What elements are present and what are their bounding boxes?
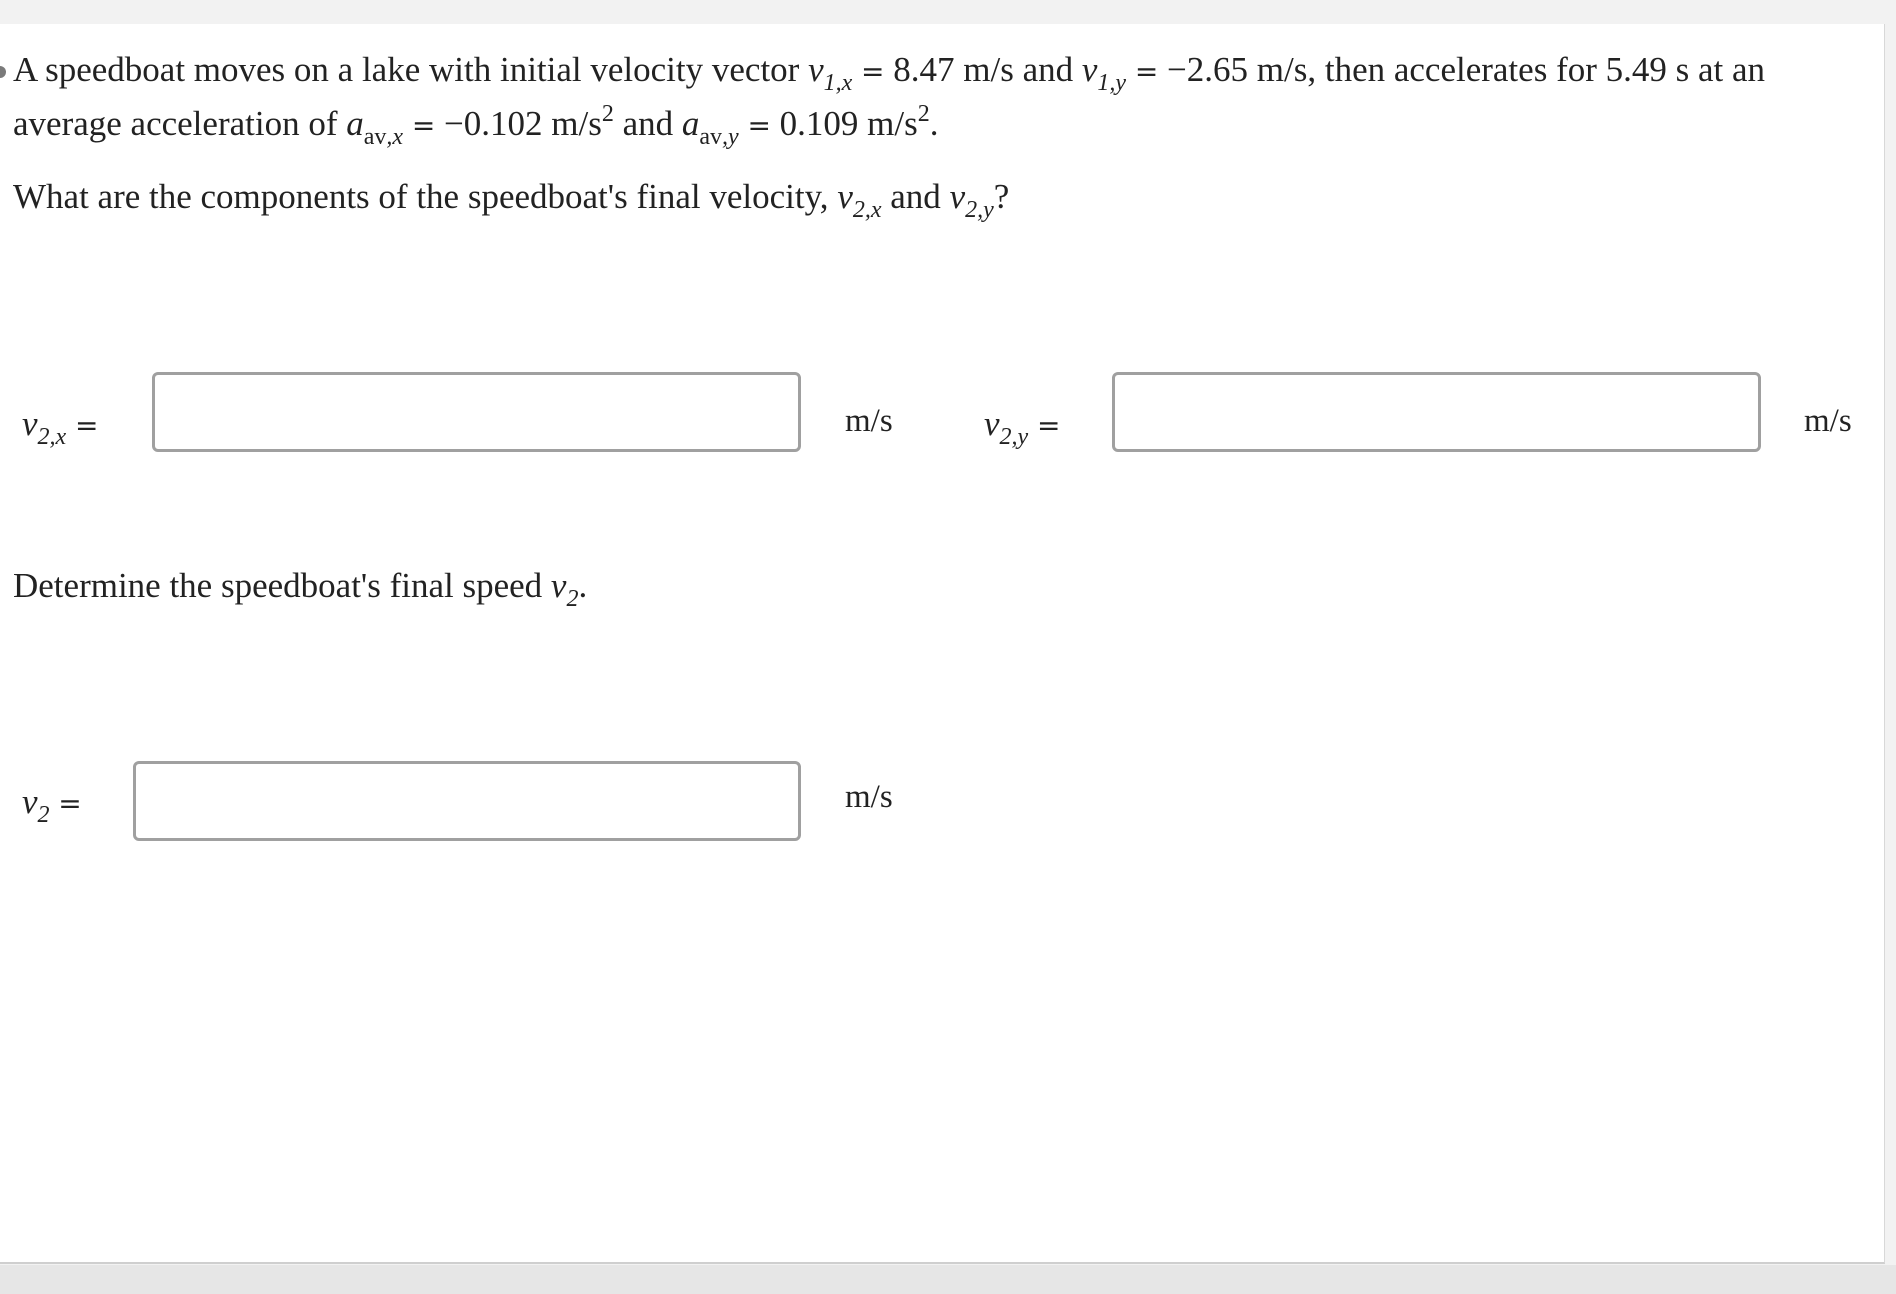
subscript-2: 2 — [566, 586, 579, 612]
velocity-symbol: v — [837, 177, 853, 216]
v2x-unit: m/s — [845, 403, 893, 439]
question-text: What are the components of the speedboat's final velocity, — [13, 177, 838, 216]
acceleration-symbol: a — [346, 104, 364, 143]
subscript-av: av — [699, 124, 723, 150]
velocity-symbol: v — [984, 404, 1000, 443]
question-1 — [13, 170, 1009, 228]
bottom-bar — [0, 1265, 1896, 1294]
subscript-x: ,x — [386, 124, 404, 150]
question-mark: ? — [993, 177, 1010, 216]
subscript-y: ,y — [722, 124, 739, 150]
problem-statement-line-2 — [13, 97, 939, 155]
v2y-label — [984, 404, 1061, 450]
superscript-2: 2 — [917, 101, 930, 127]
ax-value: −0.102 m/s — [435, 104, 602, 143]
v1x-value: 8.47 m/s and — [884, 50, 1082, 89]
velocity-symbol: v — [949, 177, 966, 216]
subscript-2y: 2,y — [999, 424, 1029, 450]
subscript-1y: 1,y — [1097, 70, 1127, 96]
v2-label — [22, 782, 82, 828]
problem-text: A speedboat moves on a lake with initial velocity vector — [13, 50, 809, 89]
question-2 — [13, 559, 587, 617]
equals-sign: = — [861, 55, 885, 88]
v2x-answer-input[interactable] — [152, 372, 801, 452]
velocity-symbol: v — [22, 782, 38, 821]
subscript-av: av — [363, 124, 387, 150]
problem-text: average acceleration of — [13, 104, 347, 143]
subscript-2x: 2,x — [37, 424, 67, 450]
problem-statement-line-1 — [13, 43, 1765, 101]
period: . — [578, 566, 588, 605]
equals-sign: = — [1134, 55, 1159, 88]
velocity-symbol: v — [550, 566, 567, 605]
velocity-symbol: v — [22, 404, 38, 443]
v2y-unit: m/s — [1804, 403, 1852, 439]
ay-value: 0.109 m/s — [770, 104, 918, 143]
acceleration-symbol: a — [681, 104, 700, 143]
superscript-2: 2 — [601, 101, 614, 127]
v2x-label — [22, 404, 99, 450]
velocity-symbol: v — [1081, 50, 1098, 89]
equals-sign: = — [74, 409, 99, 442]
subscript-2: 2 — [37, 802, 50, 828]
equals-sign: = — [411, 109, 436, 142]
subscript-2y: 2,y — [965, 197, 994, 223]
v2y-answer-input[interactable] — [1112, 372, 1761, 452]
period: . — [929, 104, 939, 143]
v2-answer-input[interactable] — [133, 761, 801, 841]
and-text: and — [613, 104, 682, 143]
v2-unit: m/s — [845, 779, 893, 815]
equals-sign: = — [58, 787, 82, 820]
equals-sign: = — [1036, 409, 1061, 442]
subscript-1x: 1,x — [823, 70, 853, 96]
equals-sign: = — [747, 109, 771, 142]
velocity-symbol: v — [808, 50, 824, 89]
question-text: Determine the speedboat's final speed — [13, 566, 551, 605]
v1y-value: −2.65 m/s, then accelerates for 5.49 s at an — [1158, 50, 1766, 89]
subscript-2x: 2,x — [852, 197, 882, 223]
and-text: and — [881, 177, 950, 216]
